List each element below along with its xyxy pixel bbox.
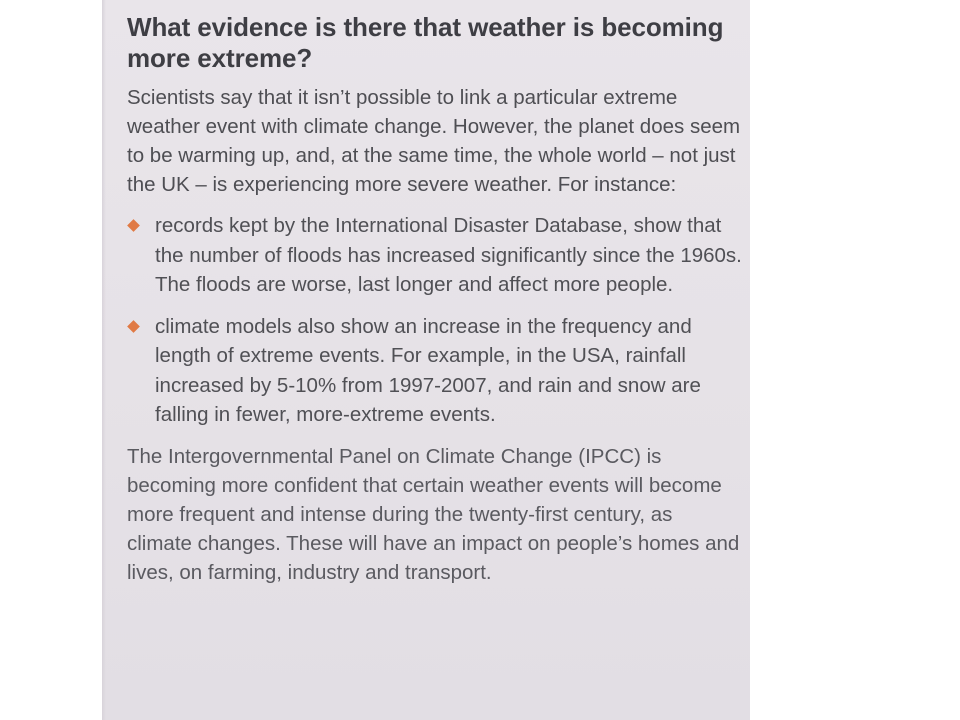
list-item-text: records kept by the International Disaster Database, show that the number of floods has increased significantly since the 1960s. The floods are worse, last longer and affect more people. [155, 214, 742, 296]
list-item-text: climate models also show an increase in the frequency and length of extreme events. For example, in the USA, rainfall increased by 5-10% from 1997-2007, and rain and snow are falling in fewer, more-extreme events. [155, 314, 701, 426]
list-item [127, 312, 742, 430]
page-content [127, 12, 742, 587]
diamond-bullet-icon [127, 320, 140, 333]
closing-paragraph: The Intergovernmental Panel on Climate Change (IPCC) is becoming more confident that certain weather events will become more frequent and intense during the twenty-first century, as climate changes. These will have an impact on people’s homes and lives, on farming, industry and transport. [127, 444, 740, 584]
scanned-book-page [102, 0, 750, 720]
evidence-list [127, 211, 742, 430]
intro-paragraph: Scientists say that it isn’t possible to link a particular extreme weather event with climate change. However, the planet does seem to be warming up, and, at the same time, the whole world – not just the UK – is experiencing more severe weather. For instance: [127, 86, 741, 196]
page-edge-shadow [102, 0, 106, 720]
list-item [127, 211, 742, 300]
diamond-bullet-icon [127, 219, 140, 232]
page-heading: What evidence is there that weather is becoming more extreme? [127, 12, 724, 73]
